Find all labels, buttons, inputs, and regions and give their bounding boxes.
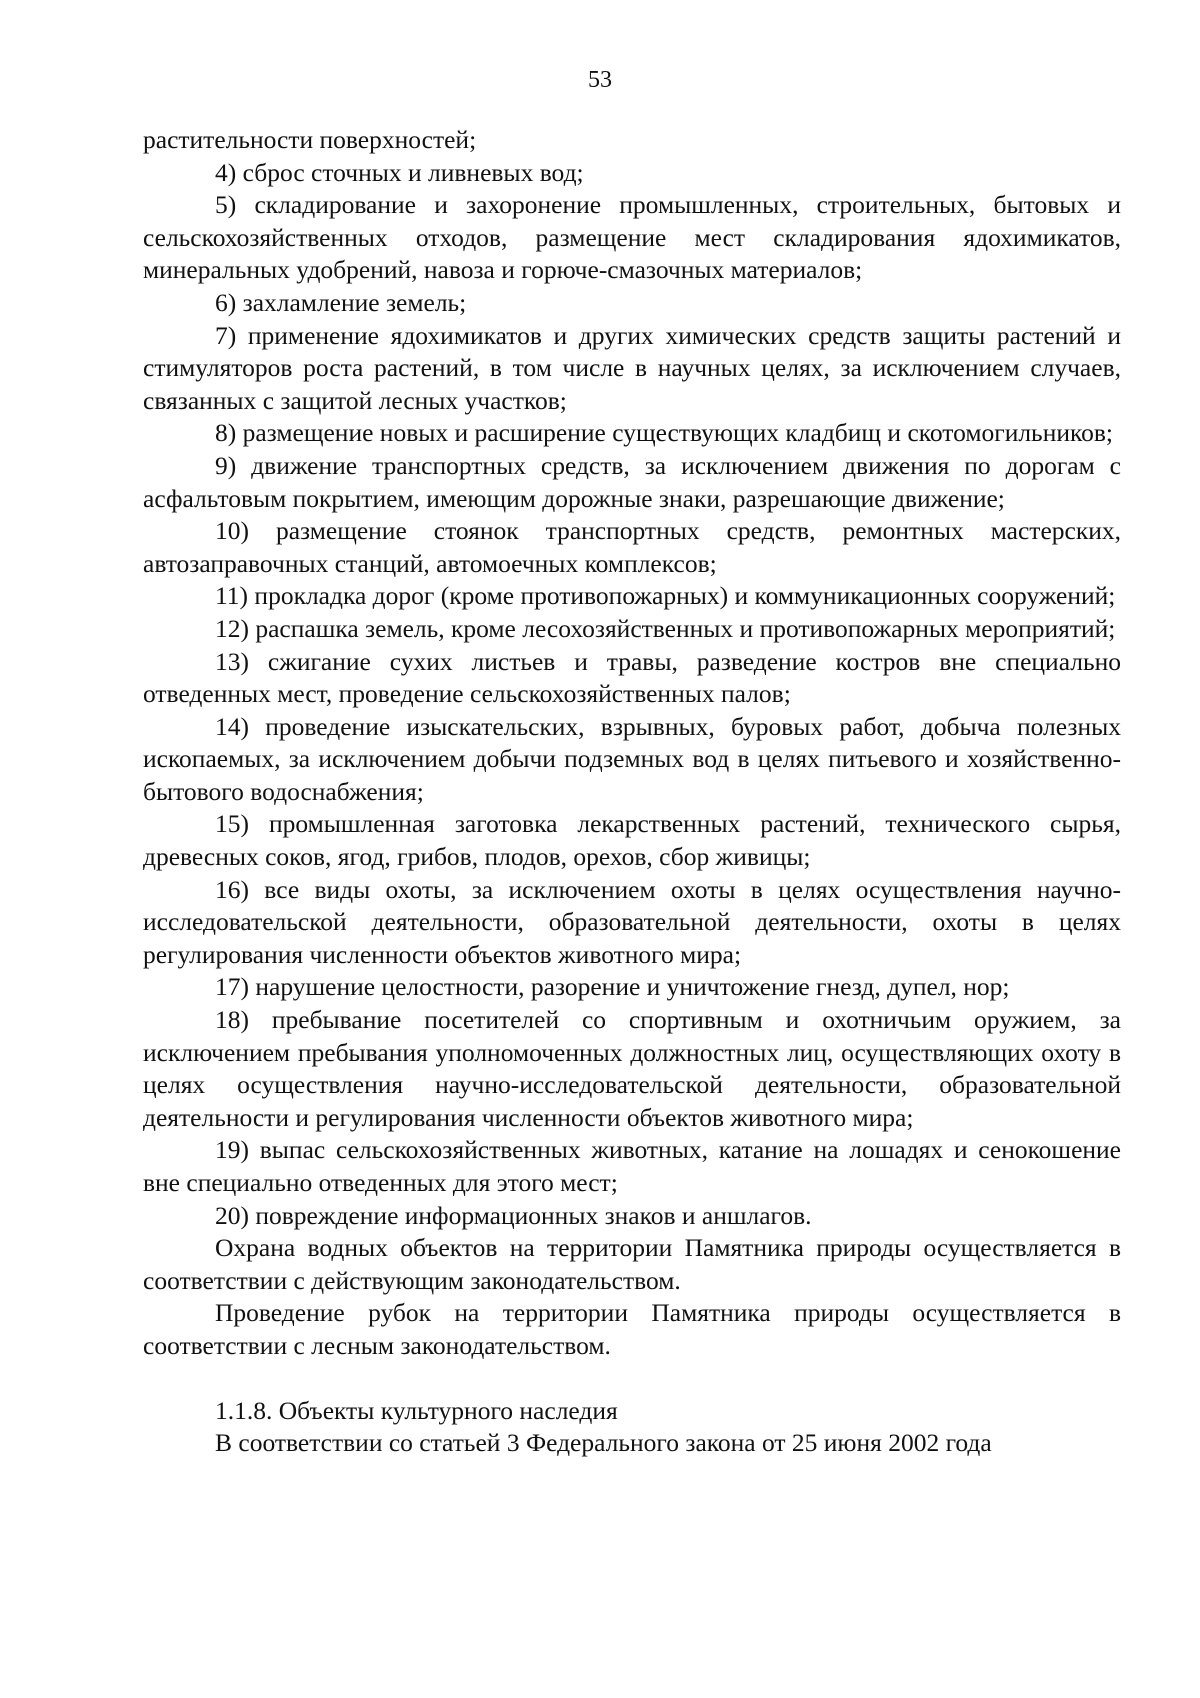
list-item: 15) промышленная заготовка лекарственных растений, технического сырья, древесных соков, ягод, грибов, плодов, орехов, сбор живицы;	[143, 809, 1121, 872]
section-heading: 1.1.8. Объекты культурного наследия	[215, 1395, 618, 1425]
paragraph: В соответствии со статьей 3 Федерального закона от 25 июня 2002 года	[215, 1428, 992, 1458]
paragraph: Охрана водных объектов на территории Памятника природы осуществляется в соответствии с действующим законодательством.	[143, 1233, 1121, 1295]
list-item: 9) движение транспортных средств, за исключением движения по дорогам с асфальтовым покрытием, имеющим дорожные знаки, разрешающие движение;	[143, 450, 1121, 513]
list-item: 20) повреждение информационных знаков и аншлагов.	[215, 1200, 812, 1230]
list-item: 11) прокладка дорог (кроме противопожарных) и коммуникационных сооружений;	[215, 581, 1116, 611]
list-item: 7) применение ядохимикатов и других химических средств защиты растений и стимуляторов роста растений, в том числе в научных целях, за исключением случаев, связанных с защитой лесных участков;	[143, 320, 1121, 415]
list-item: 14) проведение изыскательских, взрывных, буровых работ, добыча полезных ископаемых, за исключением добычи подземных вод в целях питьевого и хозяйственно-бытового водоснабжения;	[143, 711, 1121, 806]
paragraph-spacer	[143, 1363, 1121, 1395]
list-item: 10) размещение стоянок транспортных средств, ремонтных мастерских, автозаправочных станций, автомоечных комплексов;	[143, 516, 1121, 578]
list-item: 5) складирование и захоронение промышленных, строительных, бытовых и сельскохозяйственных отходов, размещение мест складирования ядохимикатов, минеральных удобрений, навоза и горюче-смазочных материалов;	[143, 190, 1121, 285]
list-item: 16) все виды охоты, за исключением охоты в целях осуществления научно-исследовательской деятельности, образовательной деятельности, охоты в целях регулирования численности объектов животного мира;	[143, 874, 1121, 969]
list-item: 12) распашка земель, кроме лесохозяйственных и противопожарных мероприятий;	[215, 613, 1116, 643]
document-body	[143, 124, 1121, 1460]
list-item: 19) выпас сельскохозяйственных животных, катание на лошадях и сенокошение вне специально отведенных для этого мест;	[143, 1135, 1121, 1197]
list-item: 6) захламление земель;	[215, 287, 467, 317]
list-item: 8) размещение новых и расширение существующих кладбищ и скотомогильников;	[215, 418, 1113, 448]
page-number: 53	[588, 67, 612, 93]
list-item: 18) пребывание посетителей со спортивным и охотничьим оружием, за исключением пребывания уполномоченных должностных лиц, осуществляющих охоту в целях осуществления научно-исследовательской деятельности, образовательной деятельности и регулирования численности объектов животного мира;	[143, 1005, 1121, 1132]
paragraph: Проведение рубок на территории Памятника природы осуществляется в соответствии с лесным законодательством.	[143, 1298, 1121, 1360]
paragraph: растительности поверхностей;	[143, 125, 477, 154]
list-item: 13) сжигание сухих листьев и травы, разведение костров вне специально отведенных мест, проведение сельскохозяйственных палов;	[143, 646, 1121, 709]
list-item: 17) нарушение целостности, разорение и уничтожение гнезд, дупел, нор;	[215, 972, 1010, 1002]
list-item: 4) сброс сточных и ливневых вод;	[215, 157, 584, 187]
